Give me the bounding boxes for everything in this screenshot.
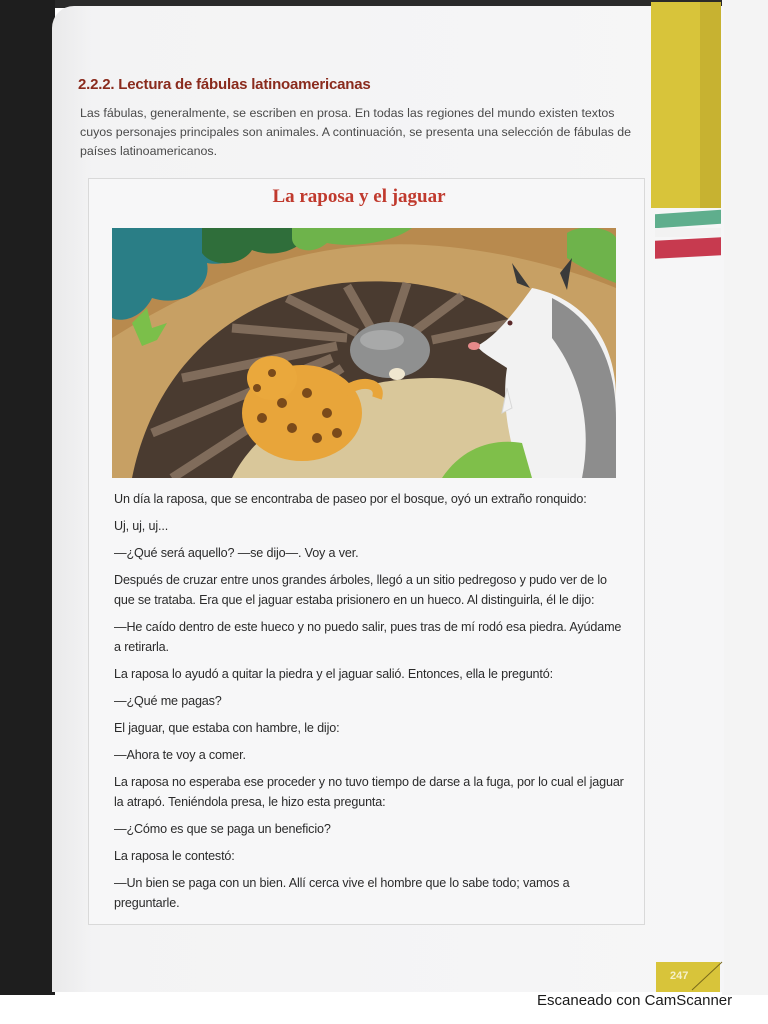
fable-paragraph: —¿Cómo es que se paga un beneficio? [114,822,331,836]
fable-illustration [112,228,616,478]
fable-paragraph: —Ahora te voy a comer. [114,748,246,762]
section-heading: 2.2.2. Lectura de fábulas latinoamericanas [78,76,371,93]
fable-paragraph: Un día la raposa, que se encontraba de paseo por el bosque, oyó un extraño ronquido: [114,492,587,506]
section-intro: Las fábulas, generalmente, se escriben en prosa. En todas las regiones del mundo existen textos cuyos personajes principales son animales. A continuación, se presenta una selección de fábulas de países latinoamericanos. [80,106,632,158]
fable-paragraph: La raposa lo ayudó a quitar la piedra y el jaguar salió. Entonces, ella le preguntó: [114,667,553,681]
fable-paragraph: La raposa le contestó: [114,849,235,863]
boulder [350,322,430,378]
fable-paragraph: —¿Qué será aquello? —se dijo—. Voy a ver. [114,546,359,560]
fable-title: La raposa y el jaguar [272,186,446,207]
fable-paragraph: Después de cruzar entre unos grandes árboles, llegó a un sitio pedregoso y pudo ver de lo que se trataba. Era que el jaguar estaba prisionero en un hueco. Al distinguirla, él le dijo: [114,573,607,607]
scanner-watermark: Escaneado con CamScanner [537,992,733,1009]
fable-paragraph: El jaguar, que estaba con hambre, le dijo: [114,721,340,735]
fable-paragraph: —He caído dentro de este hueco y no puedo salir, pues tras de mí rodó esa piedra. Ayúdame a retirarla. [114,620,622,654]
page-number: 247 [656,962,720,992]
fable-text [114,489,626,920]
fable-paragraph: La raposa no esperaba ese proceder y no tuvo tiempo de darse a la fuga, por lo cual el jaguar la atrapó. Teniéndola presa, le hizo esta pregunta: [114,775,624,809]
scan-left-edge [0,0,55,995]
page-number-slash [690,958,724,992]
section-tab-red [655,237,721,258]
section-tab-white [655,228,721,237]
fable-paragraph: Uj, uj, uj... [114,519,169,533]
section-tab-yellow-shade [700,2,721,208]
fable-paragraph: —Un bien se paga con un bien. Allí cerca vive el hombre que lo sabe todo; vamos a preguntarle. [114,876,570,910]
scan-right-edge [722,0,768,995]
fable-paragraph: —¿Qué me pagas? [114,694,222,708]
